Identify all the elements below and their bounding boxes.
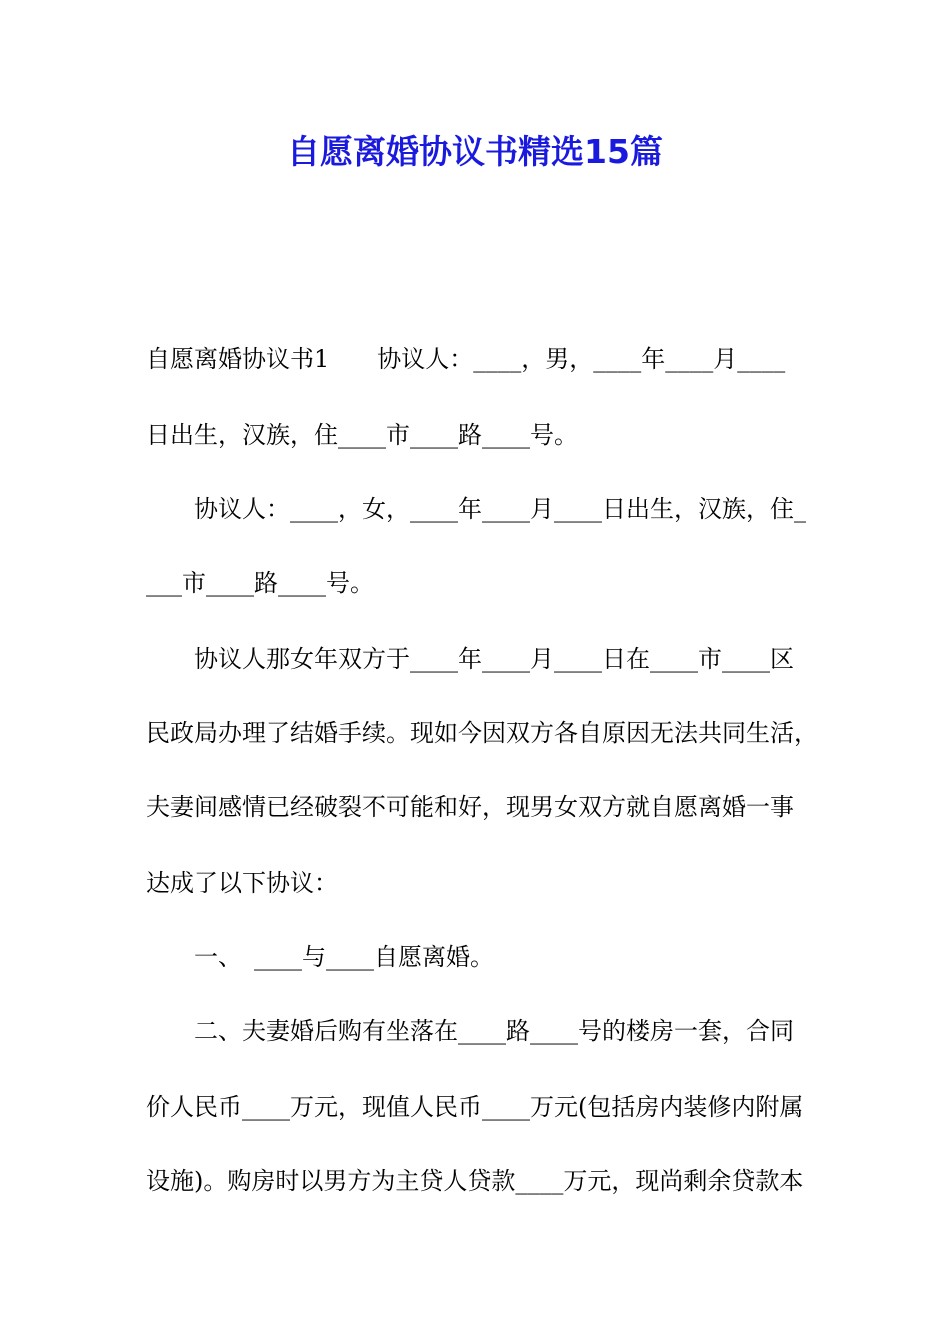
body-line-12: 设施)。购房时以男方为主贷人贷款____万元，现尚剩余贷款本 — [146, 1167, 804, 1195]
body-line-7: 夫妻间感情已经破裂不可能和好，现男女双方就自愿离婚一事 — [146, 793, 794, 821]
body-line-4: ___市____路____号。 — [146, 569, 374, 597]
body-line-8: 达成了以下协议： — [146, 869, 338, 897]
body-line-2: 日出生，汉族，住____市____路____号。 — [146, 421, 578, 449]
body-line-3: 协议人：____，女，____年____月____日出生，汉族，住_ — [146, 495, 806, 523]
body-line-6: 民政局办理了结婚手续。现如今因双方各自原因无法共同生活， — [146, 719, 818, 747]
body-line-5: 协议人那女年双方于____年____月____日在____市____区 — [146, 645, 794, 673]
body-line-1: 自愿离婚协议书1 协议人：____，男，____年____月____ — [146, 345, 786, 373]
body-line-11: 价人民币____万元，现值人民币____万元(包括房内装修内附属 — [146, 1093, 804, 1121]
body-line-9: 一、 ____与____自愿离婚。 — [146, 943, 494, 971]
document-title: 自愿离婚协议书精选15篇 — [287, 132, 663, 171]
body-line-10: 二、夫妻婚后购有坐落在____路____号的楼房一套，合同 — [146, 1017, 794, 1045]
